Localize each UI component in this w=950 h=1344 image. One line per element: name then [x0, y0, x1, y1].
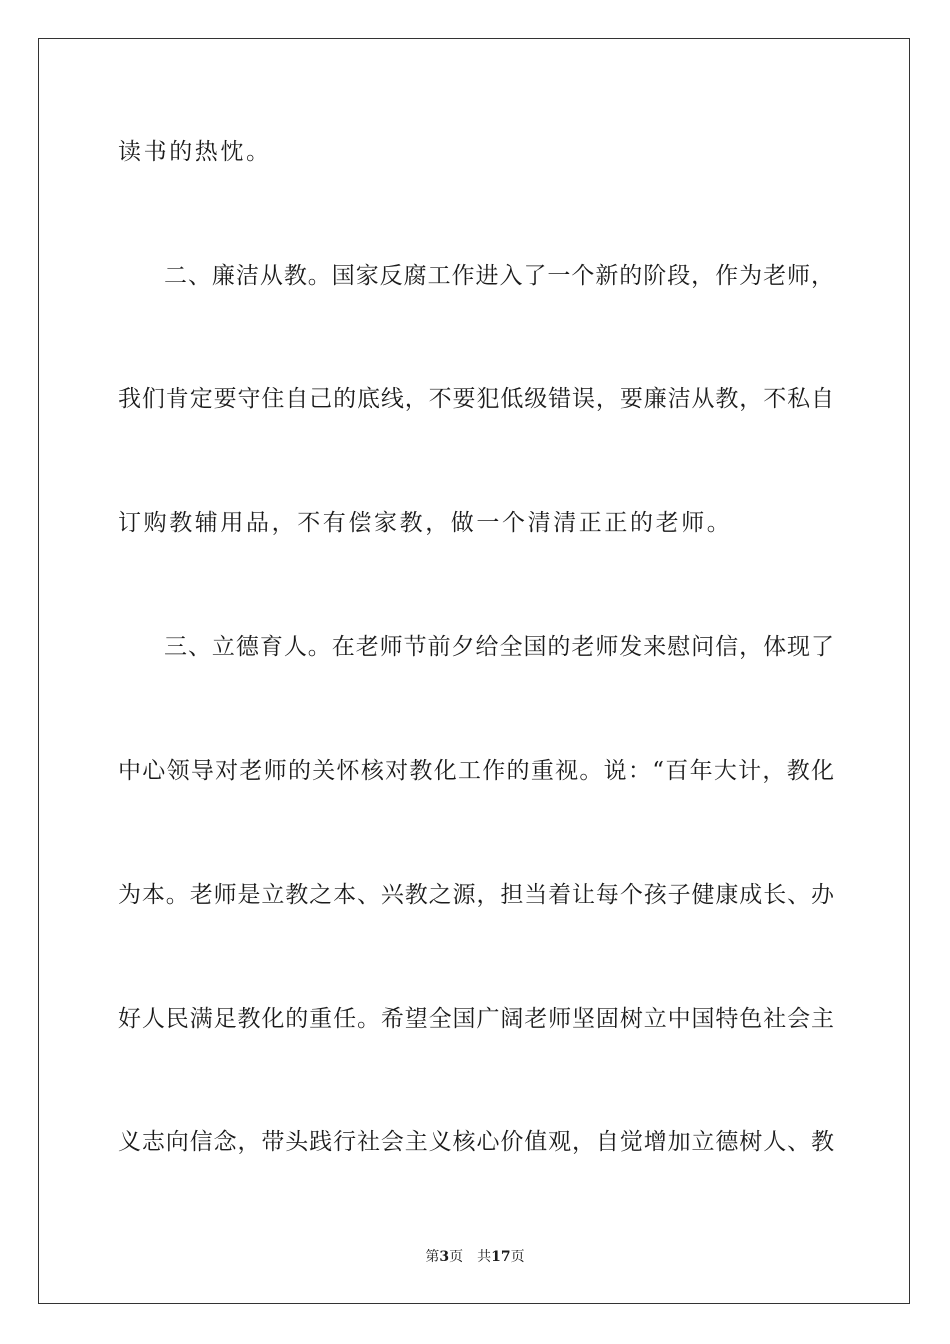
- page-suffix: 页: [449, 1249, 464, 1265]
- page-number: 3: [439, 1249, 450, 1265]
- text-line-9: 义志向信念，带头践行社会主义核心价值观，自觉增加立德树人、教: [118, 1129, 834, 1155]
- total-prefix: 共: [477, 1249, 492, 1265]
- text-line-8: 好人民满足教化的重任。希望全国广阔老师坚固树立中国特色社会主: [118, 1006, 834, 1032]
- text-line-7: 为本。老师是立教之本、兴教之源，担当着让每个孩子健康成长、办: [118, 882, 834, 908]
- page-prefix: 第: [425, 1249, 440, 1265]
- page-footer: [0, 1248, 950, 1266]
- text-line-3: 我们肯定要守住自己的底线，不要犯低级错误，要廉洁从教，不私自: [118, 386, 834, 412]
- page-border: [38, 38, 910, 1304]
- text-line-5: 三、立德育人。在老师节前夕给全国的老师发来慰问信，体现了: [164, 634, 834, 660]
- text-line-4: 订购教辅用品，不有偿家教，做一个清清正正的老师。: [118, 510, 733, 536]
- text-line-2: 二、廉洁从教。国家反腐工作进入了一个新的阶段，作为老师，: [164, 263, 834, 289]
- total-pages: 17: [491, 1249, 511, 1265]
- text-line-6: 中心领导对老师的关怀核对教化工作的重视。说：“百年大计，教化: [118, 758, 834, 784]
- total-suffix: 页: [510, 1249, 525, 1265]
- text-line-1: 读书的热忱。: [118, 139, 272, 165]
